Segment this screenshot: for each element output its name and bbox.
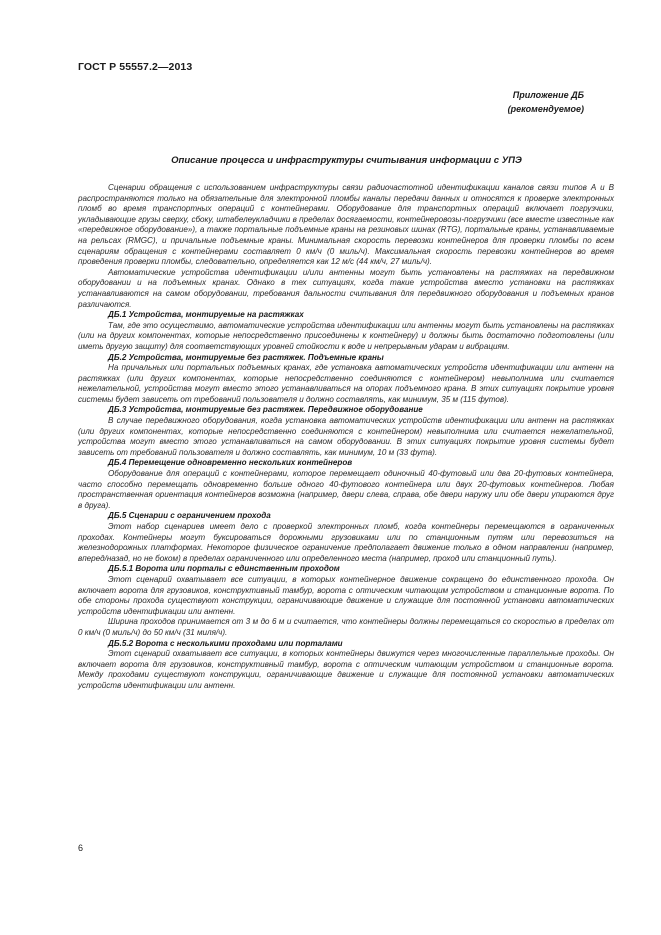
section-paragraph: Этот сценарий охватывает все ситуации, в которых контейнеры движутся через многочисленные параллельные проходы. Он включает ворота для грузовиков, конструктивный тамбур, ворота с оптическим читающим устройством и станционные ворота. Между проходами существуют конструкции, ограничивающие движение и служащие для постоянной установки автоматических устройств идентификации или антенн.: [78, 649, 614, 690]
section-paragraph: Оборудование для операций с контейнерами, которое перемещает одиночный 40-футовый или два 20-футовых контейнера, часто способно перемещать одновременно больше одного 40-футового контейнера или двух 20-футовых контейнеров. Любая пространственная ориентация контейнеров возможна (например, двери слева, справа, обе двери наружу или обе двери упираются друг в друга).: [78, 469, 614, 510]
intro-paragraph: Автоматические устройства идентификации и/или антенны могут быть установлены на растяжках на передвижном оборудовании и на подъемных кранах. Однако в тех ситуациях, когда такие устройства вместо установки на растяжках устанавливаются на самом оборудовании, требования дальности считывания для передвижного оборудования и подъемных кранов различаются.: [78, 267, 614, 309]
section-paragraph: Этот сценарий охватывает все ситуации, в которых контейнерное движение сокращено до единственного прохода. Он включает ворота для грузовиков, конструктивный тамбур, ворота с оптическим читающим устройством и станционные ворота. По обе стороны прохода существуют конструкции, ограничивающие движение и служащие для постоянной установки автоматических устройств идентификации или антенн.: [78, 574, 614, 616]
section-heading: ДБ.1 Устройства, монтируемые на растяжках: [108, 310, 304, 320]
annex-label: Приложение ДБ: [512, 90, 584, 100]
standard-header: ГОСТ Р 55557.2—2013: [78, 61, 193, 73]
page-number: 6: [78, 843, 84, 853]
section-heading: ДБ.5.2 Ворота с несколькими проходами или порталами: [108, 638, 343, 648]
section-paragraph: Ширина проходов принимается от 3 м до 6 м и считается, что контейнеры должны перемещаться со скоростью в пределах от 0 км/ч (0 миль/ч) до 50 км/ч (31 миля/ч).: [78, 617, 614, 637]
section-heading: ДБ.3 Устройства, монтируемые без растяжек. Передвижное оборудование: [108, 405, 423, 415]
section-heading: ДБ.5.1 Ворота или порталы с единственным проходом: [108, 564, 340, 574]
section-paragraph: В случае передвижного оборудования, когда установка автоматических устройств идентификации или антенн на растяжках (или других компонентах, которые непосредственно соединяются с контейнером) невыполнима или считается нежелательной, устройства могут вместо этого устанавливаться на самом оборудовании. В этих ситуациях покрытие уровня системы будет зависеть от требований пользователя и должно составлять, как минимум, 10 м (33 фута).: [78, 416, 614, 457]
section-paragraph: Там, где это осуществимо, автоматические устройства идентификации или антенны могут быть установлены на растяжках (или на других компонентах, которые непосредственно присоединены к контейнеру) и должны быть достаточно подготовлены (или иметь другую защиту) для соответствующих уровней стойкости к воде и непрерывным ударам и вибрациям.: [78, 320, 614, 351]
section-paragraph: На причальных или портальных подъемных кранах, где установка автоматических устройств идентификации или антенн на растяжках (или других компонентах, которые непосредственно соединяются с контейнером) невыполнима или считается нежелательной, устройства могут вместо этого устанавливаться на опорах подъемного крана. В этих ситуациях покрытие уровня системы будет зависеть от требований пользователя и должно составлять, как минимум, 35 м (115 футов).: [78, 363, 614, 404]
section-heading: ДБ.2 Устройства, монтируемые без растяжек. Подъемные краны: [108, 352, 384, 362]
section-heading: ДБ.5 Сценарии с ограничением прохода: [108, 511, 271, 521]
section-heading: ДБ.4 Перемещение одновременно нескольких контейнеров: [108, 458, 353, 468]
annex-body: [78, 183, 614, 692]
section-paragraph: Этот набор сценариев имеет дело с проверкой электронных пломб, когда контейнеры перемещаются в ограниченных проходах. Контейнеры могут буксироваться дорожными грузовиками или по станционным путям или перевозиться на железнодорожных платформах. Некоторое физическое ограничение предполагает движение только в одном направлении (например, вперед/назад, но не боком) в пределах ограниченного или определенного места (например, проход или станционный путь).: [78, 522, 614, 563]
annex-title: Описание процесса и инфраструктуры считывания информации с УПЭ: [171, 155, 522, 166]
intro-paragraph: Сценарии обращения с использованием инфраструктуры связи радиочастотной идентификации каналов связи типов А и В распространяются только на обязательные для электронной пломбы каналы передачи данных и относятся к проверке электронных пломб во время транспортных операций с контейнерами. Оборудование для транспортных операций включает погрузчики, укладывающие грузы сверху, сбоку, штабелеукладчики в пределах досягаемости, контейнеровозы-погрузчики (все вместе известные как «передвижное оборудование»), а также портальные подъемные краны на резиновых шинах (RTG), портальные краны, устанавливаемые на рельсах (RMGC), и причальные подъемные краны. Минимальная скорость перевозки контейнеров для проверки пломбы по всем сценариям обращения с контейнерами составляет 0 км/ч (0 миль/ч). Максимальная скорость перевозки контейнеров во время проведения проверки пломбы, следовательно, определяется как 12 м/с (44 км/ч, 27 миль/ч).: [78, 183, 614, 267]
annex-status: (рекомендуемое): [507, 104, 584, 114]
